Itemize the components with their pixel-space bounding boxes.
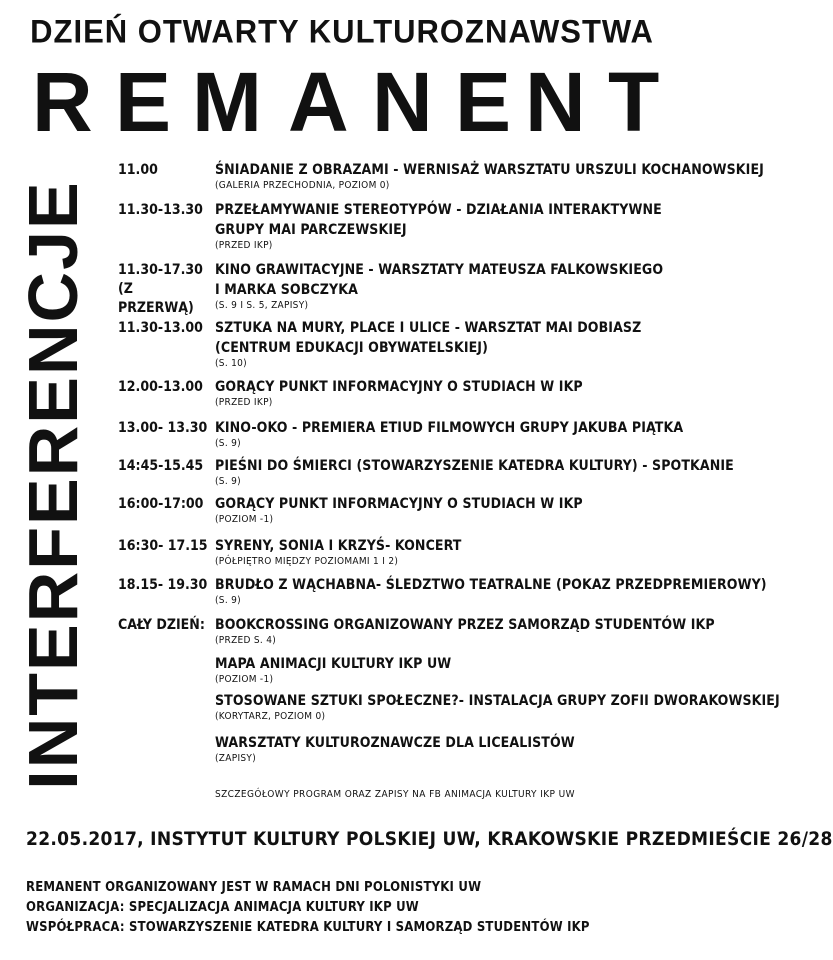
schedule-time <box>118 161 213 180</box>
schedule-time <box>118 378 213 397</box>
time-range: 16:30- 17.15 <box>118 538 208 554</box>
schedule-content <box>215 260 670 312</box>
event-title: GRUPY MAI PARCZEWSKIEJ <box>215 222 407 238</box>
time-range: 13.00- 13.30 <box>118 420 208 436</box>
event-title: MAPA ANIMACJI KULTURY IKP UW <box>215 656 452 672</box>
event-title: SYRENY, SONIA I KRZYŚ- KONCERT <box>215 538 462 554</box>
title-letter: N <box>372 55 433 149</box>
time-range: 11.30-17.30 <box>118 262 203 278</box>
schedule-content <box>215 456 734 488</box>
title-letter: R <box>32 55 93 149</box>
event-location: (S. 9) <box>215 595 241 606</box>
event-location: (POZIOM -1) <box>215 674 274 685</box>
schedule-content <box>215 160 764 192</box>
supertitle: DZIEŃ OTWARTY KULTUROZNAWSTWA <box>30 13 654 50</box>
time-range: 18.15- 19.30 <box>118 577 208 593</box>
event-title: BRUDŁO Z WĄCHABNA- ŚLEDZTWO TEATRALNE (POKAZ PRZEDPREMIEROWY) <box>215 577 767 593</box>
schedule-time <box>118 419 213 438</box>
schedule-time <box>118 457 213 476</box>
event-location: (S. 9 I S. 5, ZAPISY) <box>215 300 309 311</box>
event-title: WARSZTATY KULTUROZNAWCZE DLA LICEALISTÓW <box>215 735 575 751</box>
title-letter: E <box>115 55 172 149</box>
schedule-time <box>118 616 213 635</box>
title-letter: A <box>288 55 349 149</box>
schedule-content <box>215 318 670 370</box>
time-range: 11.00 <box>118 162 158 178</box>
footer-line: REMANENT ORGANIZOWANY JEST W RAMACH DNI POLONISTYKI UW <box>26 880 482 895</box>
event-location: (PRZED S. 4) <box>215 635 277 646</box>
schedule-content <box>215 733 670 765</box>
event-title: PRZEŁAMYWANIE STEREOTYPÓW - DZIAŁANIA INTERAKTYWNE <box>215 202 662 218</box>
event-title: GORĄCY PUNKT INFORMACYJNY O STUDIACH W IKP <box>215 496 583 512</box>
schedule-content <box>215 691 780 723</box>
title-letter: T <box>608 55 660 149</box>
event-location: (PRZED IKP) <box>215 240 273 251</box>
schedule-time <box>118 319 213 338</box>
event-location: (ZAPISY) <box>215 753 257 764</box>
event-title: I MARKA SOBCZYKA <box>215 282 358 298</box>
schedule-time <box>118 576 213 595</box>
event-title: GORĄCY PUNKT INFORMACYJNY O STUDIACH W IKP <box>215 379 583 395</box>
time-range: 11.30-13.00 <box>118 320 203 336</box>
event-location: (PÓŁPIĘTRO MIĘDZY POZIOMAMI 1 I 2) <box>215 556 399 567</box>
event-location: (POZIOM -1) <box>215 514 274 525</box>
event-title: BOOKCROSSING ORGANIZOWANY PRZEZ SAMORZĄD STUDENTÓW IKP <box>215 617 715 633</box>
program-note: SZCZEGÓŁOWY PROGRAM ORAZ ZAPISY NA FB ANIMACJA KULTURY IKP UW <box>215 789 575 800</box>
schedule-time <box>118 495 213 514</box>
event-location: (S. 10) <box>215 358 247 369</box>
schedule-content <box>215 654 670 686</box>
schedule-content <box>215 536 670 568</box>
time-note: (Z PRZERWĄ) <box>118 281 194 316</box>
event-title: (CENTRUM EDUKACJI OBYWATELSKIEJ) <box>215 340 488 356</box>
event-title: STOSOWANE SZTUKI SPOŁECZNE?- INSTALACJA GRUPY ZOFII DWORAKOWSKIEJ <box>215 693 780 709</box>
title-letter: E <box>455 55 512 149</box>
event-location: (GALERIA PRZECHODNIA, POZIOM 0) <box>215 180 390 191</box>
event-location: (S. 9) <box>215 476 241 487</box>
main-title <box>10 55 670 149</box>
time-range: 14:45-15.45 <box>118 458 204 474</box>
event-location: (KORYTARZ, POZIOM 0) <box>215 711 326 722</box>
title-letter: M <box>192 55 262 149</box>
footer-line: ORGANIZACJA: SPECJALIZACJA ANIMACJA KULTURY IKP UW <box>26 900 419 915</box>
vertical-title-text: INTERFERENCJE <box>14 180 92 790</box>
time-range: CAŁY DZIEŃ: <box>118 617 205 633</box>
time-range: 11.30-13.30 <box>118 202 203 218</box>
event-title: KINO GRAWITACYJNE - WARSZTATY MATEUSZA FALKOWSKIEGO <box>215 262 664 278</box>
event-title: SZTUKA NA MURY, PLACE I ULICE - WARSZTAT MAI DOBIASZ <box>215 320 642 336</box>
schedule-content <box>215 615 715 647</box>
title-letter: N <box>525 55 586 149</box>
event-location: (S. 9) <box>215 438 241 449</box>
schedule-time <box>118 261 213 318</box>
schedule-time <box>118 201 213 220</box>
date-venue-line: 22.05.2017, INSTYTUT KULTURY POLSKIEJ UW, KRAKOWSKIE PRZEDMIEŚCIE 26/28 <box>26 828 833 850</box>
vertical-title <box>14 160 92 810</box>
event-title: ŚNIADANIE Z OBRAZAMI - WERNISAŻ WARSZTATU URSZULI KOCHANOWSKIEJ <box>215 162 764 178</box>
schedule-content <box>215 418 684 450</box>
event-title: KINO-OKO - PREMIERA ETIUD FILMOWYCH GRUPY JAKUBA PIĄTKA <box>215 420 684 436</box>
schedule-content <box>215 377 670 409</box>
event-title: PIEŚNI DO ŚMIERCI (STOWARZYSZENIE KATEDRA KULTURY) - SPOTKANIE <box>215 458 734 474</box>
schedule-content <box>215 494 670 526</box>
time-range: 12.00-13.00 <box>118 379 203 395</box>
schedule-time <box>118 537 213 556</box>
time-range: 16:00-17:00 <box>118 496 204 512</box>
schedule-content <box>215 200 670 252</box>
footer-line: WSPÓŁPRACA: STOWARZYSZENIE KATEDRA KULTURY I SAMORZĄD STUDENTÓW IKP <box>26 920 590 935</box>
event-location: (PRZED IKP) <box>215 397 273 408</box>
schedule-content <box>215 575 767 607</box>
